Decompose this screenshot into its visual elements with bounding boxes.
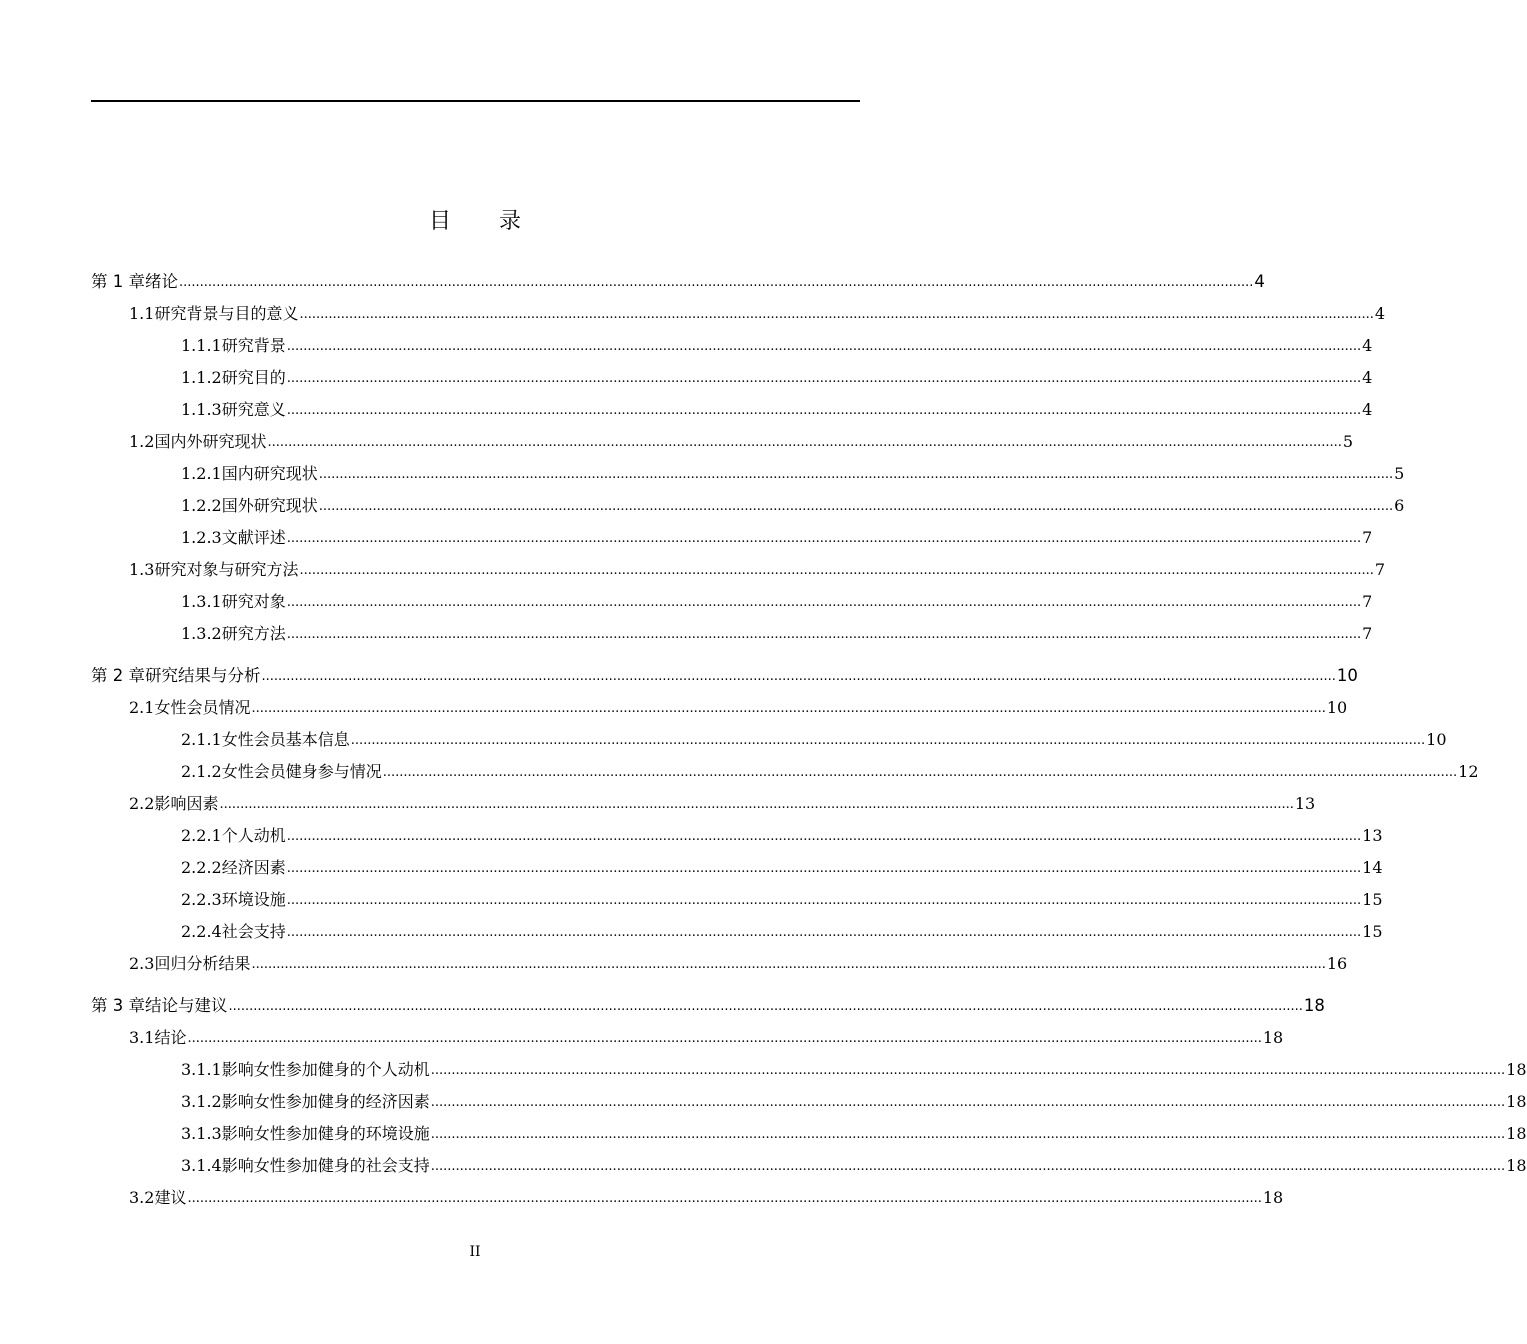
toc-leader-dots: .................................................................................................................................................................................................................................................................... <box>382 765 1458 780</box>
toc-leader-dots: .................................................................................................................................................................................................................................................................... <box>430 1159 1506 1174</box>
toc-entry-page: 18 <box>1262 1028 1284 1047</box>
toc-entry-page: 4 <box>1374 304 1386 323</box>
toc-entry-title: 国内研究现状 <box>221 464 318 483</box>
toc-entry-number: 2.1.1 <box>181 730 222 749</box>
toc-entry-title: 影响女性参加健身的社会支持 <box>221 1156 430 1175</box>
toc-entry-number: 1.3 <box>129 560 155 579</box>
toc-section-entry[interactable] <box>129 694 1348 718</box>
toc-entry-title: 女性会员基本信息 <box>221 730 350 749</box>
toc-section-entry[interactable] <box>129 556 1386 580</box>
toc-entry-title: 女性会员情况 <box>154 698 251 717</box>
toc-entry-number: 3.1.2 <box>181 1092 222 1111</box>
toc-section-entry[interactable] <box>129 950 1348 974</box>
toc-entry-title: 影响因素 <box>154 794 219 813</box>
toc-section-entry[interactable] <box>129 428 1354 452</box>
toc-subsection-entry[interactable] <box>181 492 1405 516</box>
header-rule <box>91 100 860 102</box>
toc-entry-title: 个人动机 <box>221 826 286 845</box>
toc-entry-page: 18 <box>1303 996 1325 1015</box>
toc-entry-title: 研究背景与目的意义 <box>154 304 299 323</box>
toc-entry-number: 第 1 章 <box>91 272 145 291</box>
toc-entry-number: 2.2 <box>129 794 155 813</box>
toc-entry-number: 3.1.4 <box>181 1156 222 1175</box>
toc-entry-number: 2.3 <box>129 954 155 973</box>
toc-entry-page: 10 <box>1426 730 1447 749</box>
toc-entry-page: 4 <box>1362 368 1373 387</box>
toc-entry-number: 1.1.2 <box>181 368 222 387</box>
toc-subsection-entry[interactable] <box>181 854 1383 878</box>
toc-entry-number: 2.1.2 <box>181 762 222 781</box>
toc-chapter-entry[interactable] <box>91 662 1358 686</box>
toc-section-entry[interactable] <box>129 1024 1284 1048</box>
toc-entry-title: 经济因素 <box>221 858 286 877</box>
toc-section-entry[interactable] <box>129 1184 1284 1208</box>
toc-entry-page: 18 <box>1506 1124 1527 1143</box>
toc-subsection-entry[interactable] <box>181 918 1383 942</box>
toc-entry-title: 结论与建议 <box>145 996 228 1015</box>
toc-entry-title: 影响女性参加健身的个人动机 <box>221 1060 430 1079</box>
toc-subsection-entry[interactable] <box>181 1152 1527 1176</box>
toc-entry-page: 4 <box>1254 272 1265 291</box>
toc-entry-title: 建议 <box>154 1188 187 1207</box>
toc-leader-dots: .................................................................................................................................................................................................................................................................... <box>251 957 1326 972</box>
toc-entry-page: 5 <box>1394 464 1405 483</box>
toc-entry-number: 2.2.2 <box>181 858 222 877</box>
toc-entry-page: 18 <box>1262 1188 1284 1207</box>
toc-entry-number: 第 2 章 <box>91 666 145 685</box>
toc-entry-title: 研究对象 <box>221 592 286 611</box>
toc-leader-dots: .................................................................................................................................................................................................................................................................... <box>286 861 1362 876</box>
toc-entry-title: 研究意义 <box>221 400 286 419</box>
toc-leader-dots: .................................................................................................................................................................................................................................................................... <box>350 733 1426 748</box>
toc-leader-dots: .................................................................................................................................................................................................................................................................... <box>261 669 1336 684</box>
toc-chapter-entry[interactable] <box>91 992 1325 1016</box>
toc-subsection-entry[interactable] <box>181 588 1373 612</box>
toc-leader-dots: .................................................................................................................................................................................................................................................................... <box>187 1031 1262 1046</box>
toc-entry-page: 15 <box>1362 890 1383 909</box>
toc-leader-dots: .................................................................................................................................................................................................................................................................... <box>318 499 1394 514</box>
toc-entry-page: 16 <box>1326 954 1348 973</box>
toc-entry-title: 绪论 <box>145 272 178 291</box>
toc-subsection-entry[interactable] <box>181 364 1373 388</box>
toc-entry-number: 第 3 章 <box>91 996 145 1015</box>
toc-leader-dots: .................................................................................................................................................................................................................................................................... <box>430 1127 1506 1142</box>
toc-entry-title: 国外研究现状 <box>221 496 318 515</box>
toc-entry-page: 10 <box>1336 666 1358 685</box>
toc-entry-title: 回归分析结果 <box>154 954 251 973</box>
toc-entry-title: 研究背景 <box>221 336 286 355</box>
toc-entry-number: 1.3.2 <box>181 624 222 643</box>
toc-subsection-entry[interactable] <box>181 726 1447 750</box>
toc-entry-page: 4 <box>1362 336 1373 355</box>
toc-entry-page: 13 <box>1294 794 1316 813</box>
toc-subsection-entry[interactable] <box>181 886 1383 910</box>
toc-subsection-entry[interactable] <box>181 524 1373 548</box>
toc-leader-dots: .................................................................................................................................................................................................................................................................... <box>179 275 1254 290</box>
toc-entry-page: 7 <box>1362 528 1373 547</box>
toc-entry-number: 1.1 <box>129 304 155 323</box>
toc-entry-number: 2.1 <box>129 698 155 717</box>
toc-leader-dots: .................................................................................................................................................................................................................................................................... <box>430 1063 1506 1078</box>
toc-subsection-entry[interactable] <box>181 1120 1527 1144</box>
toc-entry-title: 女性会员健身参与情况 <box>221 762 382 781</box>
toc-entry-page: 13 <box>1362 826 1383 845</box>
toc-subsection-entry[interactable] <box>181 822 1383 846</box>
toc-entry-number: 3.2 <box>129 1188 155 1207</box>
toc-entry-title: 结论 <box>154 1028 187 1047</box>
toc-entry-number: 1.1.3 <box>181 400 222 419</box>
toc-entry-page: 7 <box>1362 624 1373 643</box>
toc-leader-dots: .................................................................................................................................................................................................................................................................... <box>299 563 1374 578</box>
toc-chapter-entry[interactable] <box>91 268 1265 292</box>
toc-entry-number: 1.2.3 <box>181 528 222 547</box>
toc-leader-dots: .................................................................................................................................................................................................................................................................... <box>286 925 1362 940</box>
toc-entry-page: 7 <box>1374 560 1386 579</box>
toc-leader-dots: .................................................................................................................................................................................................................................................................... <box>267 435 1342 450</box>
toc-leader-dots: .................................................................................................................................................................................................................................................................... <box>286 829 1362 844</box>
toc-entry-page: 10 <box>1326 698 1348 717</box>
toc-leader-dots: .................................................................................................................................................................................................................................................................... <box>219 797 1294 812</box>
toc-entry-title: 研究目的 <box>221 368 286 387</box>
toc-subsection-entry[interactable] <box>181 758 1479 782</box>
toc-subsection-entry[interactable] <box>181 620 1373 644</box>
page-number: II <box>469 1244 481 1260</box>
toc-entry-number: 1.2.2 <box>181 496 222 515</box>
toc-entry-page: 5 <box>1342 432 1354 451</box>
toc-subsection-entry[interactable] <box>181 1088 1527 1112</box>
toc-leader-dots: .................................................................................................................................................................................................................................................................... <box>430 1095 1506 1110</box>
toc-entry-number: 1.2 <box>129 432 155 451</box>
toc-entry-page: 12 <box>1458 762 1479 781</box>
toc-leader-dots: .................................................................................................................................................................................................................................................................... <box>299 307 1374 322</box>
toc-entry-title: 文献评述 <box>221 528 286 547</box>
toc-entry-page: 14 <box>1362 858 1383 877</box>
toc-entry-title: 研究对象与研究方法 <box>154 560 299 579</box>
toc-entry-title: 影响女性参加健身的经济因素 <box>221 1092 430 1111</box>
toc-leader-dots: .................................................................................................................................................................................................................................................................... <box>318 467 1394 482</box>
toc-leader-dots: .................................................................................................................................................................................................................................................................... <box>228 999 1303 1014</box>
toc-subsection-entry[interactable] <box>181 1056 1527 1080</box>
toc-leader-dots: .................................................................................................................................................................................................................................................................... <box>286 595 1362 610</box>
toc-entry-page: 18 <box>1506 1060 1527 1079</box>
toc-subsection-entry[interactable] <box>181 396 1373 420</box>
toc-leader-dots: .................................................................................................................................................................................................................................................................... <box>286 403 1362 418</box>
toc-entry-number: 1.2.1 <box>181 464 222 483</box>
toc-subsection-entry[interactable] <box>181 332 1373 356</box>
toc-entry-page: 4 <box>1362 400 1373 419</box>
toc-entry-number: 2.2.1 <box>181 826 222 845</box>
toc-entry-number: 3.1 <box>129 1028 155 1047</box>
toc-section-entry[interactable] <box>129 300 1386 324</box>
toc-entry-number: 1.1.1 <box>181 336 222 355</box>
toc-leader-dots: .................................................................................................................................................................................................................................................................... <box>251 701 1326 716</box>
toc-subsection-entry[interactable] <box>181 460 1405 484</box>
toc-title <box>0 204 950 235</box>
toc-entry-page: 18 <box>1506 1156 1527 1175</box>
toc-leader-dots: .................................................................................................................................................................................................................................................................... <box>286 627 1362 642</box>
toc-entry-title: 环境设施 <box>221 890 286 909</box>
toc-leader-dots: .................................................................................................................................................................................................................................................................... <box>286 371 1362 386</box>
toc-entry-number: 2.2.4 <box>181 922 222 941</box>
toc-entry-number: 3.1.1 <box>181 1060 222 1079</box>
toc-entry-page: 15 <box>1362 922 1383 941</box>
toc-entry-title: 国内外研究现状 <box>154 432 267 451</box>
toc-entry-number: 1.3.1 <box>181 592 222 611</box>
toc-entry-page: 6 <box>1394 496 1405 515</box>
toc-entry-number: 2.2.3 <box>181 890 222 909</box>
toc-entry-title: 研究方法 <box>221 624 286 643</box>
toc-entry-page: 18 <box>1506 1092 1527 1111</box>
toc-entry-title: 影响女性参加健身的环境设施 <box>221 1124 430 1143</box>
toc-leader-dots: .................................................................................................................................................................................................................................................................... <box>286 531 1362 546</box>
toc-title-char-1: 目 <box>428 209 451 234</box>
toc-title-char-2: 录 <box>499 209 522 234</box>
toc-section-entry[interactable] <box>129 790 1316 814</box>
toc-leader-dots: .................................................................................................................................................................................................................................................................... <box>187 1191 1262 1206</box>
toc-entry-number: 3.1.3 <box>181 1124 222 1143</box>
toc-entry-page: 7 <box>1362 592 1373 611</box>
toc-leader-dots: .................................................................................................................................................................................................................................................................... <box>286 339 1362 354</box>
toc-entry-title: 社会支持 <box>221 922 286 941</box>
toc-leader-dots: .................................................................................................................................................................................................................................................................... <box>286 893 1362 908</box>
toc-entry-title: 研究结果与分析 <box>145 666 261 685</box>
